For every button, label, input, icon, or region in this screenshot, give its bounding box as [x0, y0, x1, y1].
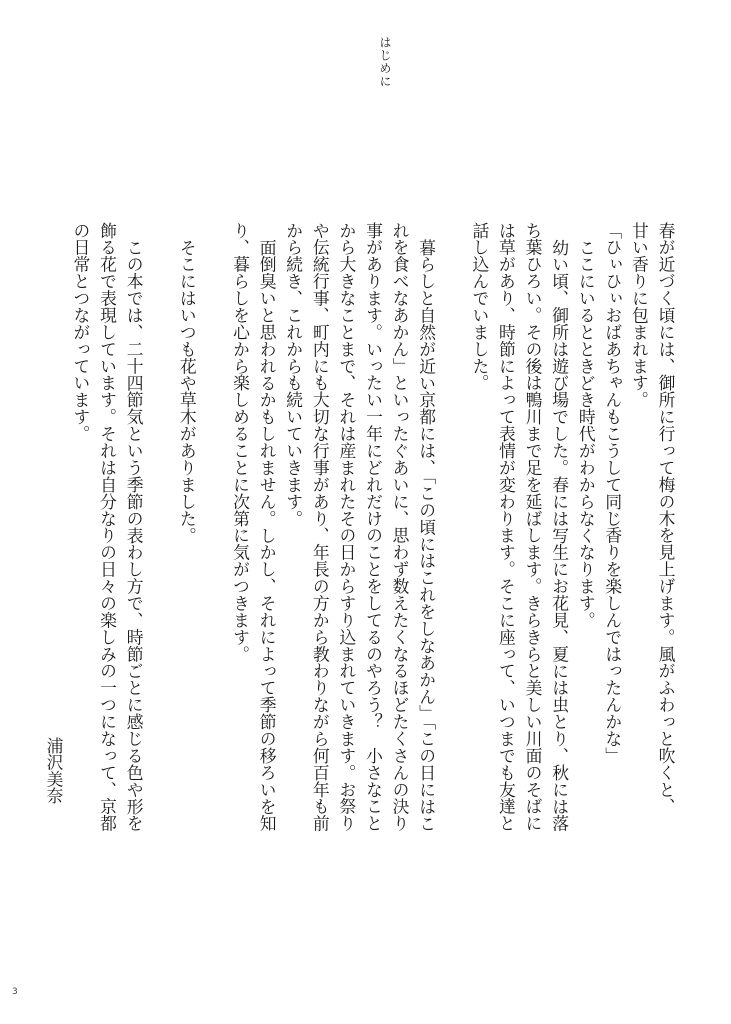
paragraph-gap — [440, 222, 467, 922]
author-signature: 浦沢美奈 — [44, 737, 64, 805]
text-line: 「ひぃひぃおばあちゃんもこうして同じ香りを楽しんではったんかな」 — [602, 222, 623, 765]
text-line: この本では、二十四節気という季節の表わし方で、時節ごとに感じる色や形を — [124, 238, 145, 832]
text-line: 話し込んでいました。 — [469, 222, 490, 392]
text-line: から続き、これからも続いていきます。 — [283, 222, 304, 527]
text-line: や伝統行事、町内にも大切な行事があり、年長の方から教わりながら何百年も前 — [310, 222, 331, 832]
text-line: 面倒臭いと思われるかもしれません。しかし、それによって季節の移ろいを知 — [257, 238, 278, 832]
paragraph-gap — [147, 222, 174, 922]
text-line: ち葉ひろい。その後は鴨川まで足を延ばします。きらきらと美しい川面のそばに — [523, 222, 544, 832]
text-line: れを食べなあかん」といったぐあいに、思わず数えたくなるほどたくさんの決り — [390, 222, 411, 832]
text-line: 飾る花で表現しています。それは自分なりの日々の楽しみの一つになって、京都 — [97, 222, 118, 832]
text-line: 事があります。いったい一年にどれだけのことをしてるのやろう？ 小さなこと — [363, 222, 384, 832]
text-line: は草があり、時節によって表情が変わります。そこに座って、いつまでも友達と — [496, 222, 517, 832]
text-line: 幼い頃、御所は遊び場でした。春には写生にお花見、夏には虫とり、秋には落 — [549, 238, 570, 832]
text-line: 春が近づく頃には、御所に行って梅の木を見上げます。風がふわっと吹くと、 — [656, 222, 676, 815]
text-line: 甘い香りに包まれます。 — [629, 222, 650, 409]
text-line: 暮らしと自然が近い京都には、「この頃にはこれをしなあかん」「この日にはこ — [416, 238, 437, 832]
text-line: そこにはいつも花や草木がありました。 — [177, 238, 198, 544]
text-line: の日常とつながっています。 — [70, 222, 91, 443]
text-line: ここにいるとときどき時代がわからなくなります。 — [576, 238, 597, 629]
text-line: から大きなことまで、それは産まれたその日からすり込まれていきます。お祭り — [336, 222, 357, 832]
body-text — [67, 222, 679, 922]
text-line: り、暮らしを心から楽しめることに次第に気がつきます。 — [230, 222, 251, 663]
paragraph-gap — [200, 222, 227, 922]
page-heading: はじめに — [378, 36, 392, 88]
page-number: 3 — [12, 987, 18, 997]
